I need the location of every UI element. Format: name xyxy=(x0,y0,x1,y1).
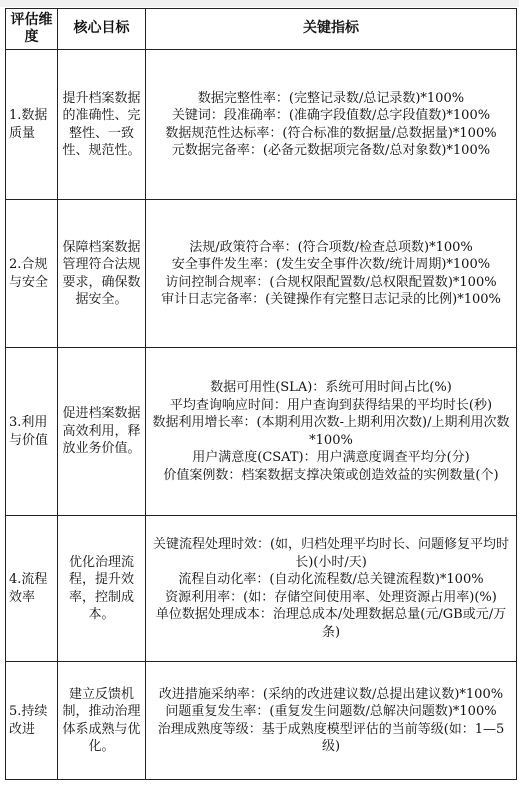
header-goal: 核心目标 xyxy=(58,9,146,50)
indicator-item: 改进措施采纳率：(采纳的改进建议数/总提出建议数)*100% xyxy=(158,686,504,702)
indicators-cell xyxy=(146,662,517,780)
indicators-cell xyxy=(146,516,517,662)
indicators-cell xyxy=(146,50,517,200)
indicator-item: 问题重复发生率：(重复发生问题数/总解决问题数)*100% xyxy=(165,704,497,719)
indicator-item: 审计日志完备率：(关键操作有完整日志记录的比例)*100% xyxy=(161,292,501,307)
indicator-item: 单位数据处理成本：治理总成本/处理数据总量(元/GB或元/万条) xyxy=(155,607,507,640)
indicator-item: 关键流程处理时效：(如，归档处理平均时长、问题修复平均时长)(小时/天) xyxy=(152,537,510,570)
indicator-item: 关键词：段准确率：(准确字段值数/总字段值数)*100% xyxy=(171,108,491,123)
goal-cell: 提升档案数据的准确性、完整性、一致性、规范性。 xyxy=(58,50,146,200)
goal-cell: 促进档案数据高效利用，释放业务价值。 xyxy=(58,348,146,516)
indicator-item: 数据利用增长率：(本期利用次数-上期利用次数)/上期利用次数*100% xyxy=(152,415,510,448)
indicator-item: 数据完整性率：(完整记录数/总记录数)*100% xyxy=(197,90,465,106)
evaluation-table xyxy=(5,8,517,780)
table-header-row xyxy=(6,9,517,50)
table-row xyxy=(6,662,517,780)
dimension-cell: 2.合规与安全 xyxy=(6,200,58,348)
indicator-item: 法规/政策符合率：(符合项数/检查总项数)*100% xyxy=(189,239,473,255)
indicator-item: 平均查询响应时间：用户查询到获得结果的平均时长(秒) xyxy=(169,397,493,413)
goal-cell: 保障档案数据管理符合法规要求，确保数据安全。 xyxy=(58,200,146,348)
indicator-item: 资源利用率：(如：存储空间使用率、处理资源占用率)(%) xyxy=(165,589,497,605)
header-indicators: 关键指标 xyxy=(146,9,517,50)
indicator-item: 访问控制合规率：(合规权限配置数/总权限配置数)*100% xyxy=(165,274,497,290)
indicator-item: 用户满意度(CSAT)：用户满意度调查平均分(分) xyxy=(192,450,470,465)
indicators-cell xyxy=(146,348,517,516)
table-row xyxy=(6,50,517,200)
table-row xyxy=(6,516,517,662)
top-strip xyxy=(0,0,519,7)
dimension-cell: 3.利用与价值 xyxy=(6,348,58,516)
goal-cell: 建立反馈机制，推动治理体系成熟与优化。 xyxy=(58,662,146,780)
dimension-cell: 1.数据质量 xyxy=(6,50,58,200)
dimension-cell: 5.持续改进 xyxy=(6,662,58,780)
indicator-item: 价值案例数：档案数据支撑决策或创造效益的实例数量(个) xyxy=(163,467,499,483)
indicator-item: 流程自动化率：(自动化流程数/总关键流程数)*100% xyxy=(178,572,484,587)
indicator-item: 治理成熟度等级：基于成熟度模型评估的当前等级(如：1—5级) xyxy=(157,721,505,754)
table-row xyxy=(6,348,517,516)
table-row xyxy=(6,200,517,348)
goal-cell: 优化治理流程，提升效率，控制成本。 xyxy=(58,516,146,662)
header-dimension: 评估维度 xyxy=(6,9,58,50)
indicator-item: 安全事件发生率：(发生安全事件次数/统计周期)*100% xyxy=(171,257,491,272)
indicator-item: 数据规范性达标率：(符合标准的数据量/总数据量)*100% xyxy=(165,125,497,141)
dimension-cell: 4.流程效率 xyxy=(6,516,58,662)
indicator-item: 元数据完备率：(必备元数据项完备数/总对象数)*100% xyxy=(171,143,491,158)
indicators-cell xyxy=(146,200,517,348)
indicator-item: 数据可用性(SLA)：系统可用时间占比(%) xyxy=(210,380,452,395)
